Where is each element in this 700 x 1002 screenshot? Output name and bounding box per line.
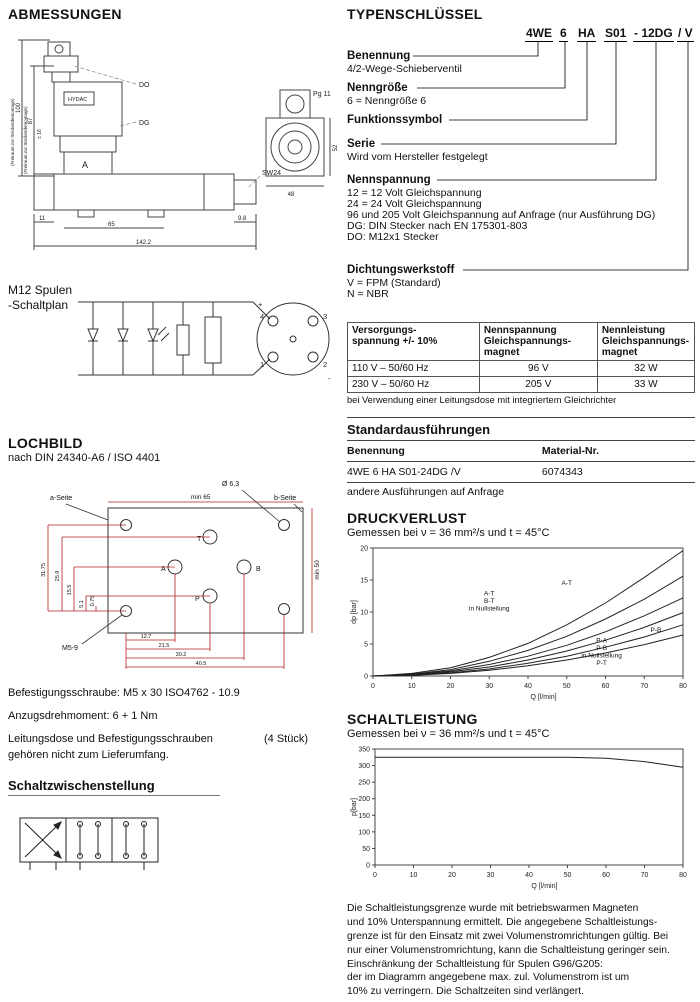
port-a-label: A [161, 566, 166, 573]
dichtungswerkstoff-label: Dichtungswerkstoff [347, 264, 455, 276]
valve-symbol [20, 818, 158, 870]
cell-power-33: 33 W [597, 377, 694, 393]
a-seite-label: a-Seite [50, 495, 73, 502]
schaltleistung-section [347, 711, 695, 894]
voltage-table-header-row [348, 323, 695, 361]
voltage-header-nominal: Nennspannung Gleichspannungs- magnet [479, 323, 597, 361]
svg-text:0: 0 [366, 862, 370, 870]
sw24-label: SW24 [262, 170, 282, 177]
cell-supply-110: 110 V – 50/60 Hz [348, 361, 480, 377]
cell-power-32: 32 W [597, 361, 694, 377]
b-seite-label: b-Seite [274, 495, 297, 502]
m12-label-line1: M12 Spulen [8, 283, 73, 297]
svg-text:150: 150 [358, 812, 370, 820]
divider [347, 461, 695, 462]
table-row [348, 377, 695, 393]
schaltleistung-title: SCHALTLEISTUNG [347, 711, 478, 727]
footer-line: der im Diagramm angegebene max. zul. Volumenstrom ist um [347, 972, 630, 984]
port-p-label: P [195, 596, 200, 603]
nennspannung-value-2: 24 = 24 Volt Gleichspannung [347, 198, 482, 210]
divider [347, 482, 695, 483]
svg-text:B-T: B-T [484, 597, 495, 605]
code-part-s01: S01 [605, 26, 627, 40]
dim-52: 52 [333, 144, 339, 152]
pin4-label: 4 [260, 312, 265, 321]
dim-5-1: 5.1 [79, 600, 85, 608]
svg-text:60: 60 [601, 683, 610, 690]
druckverlust-chart [347, 542, 693, 702]
svg-text:30: 30 [486, 872, 495, 879]
port-t-label: T [197, 536, 202, 543]
svg-text:A-T: A-T [484, 590, 495, 598]
valve-outline [18, 40, 330, 250]
min65-label: min 65 [191, 494, 211, 501]
m5-label: M5-9 [62, 645, 78, 652]
svg-text:P-B: P-B [596, 645, 608, 653]
divider [347, 440, 695, 441]
mounting-notes [8, 686, 342, 764]
pg11-label: Pg 11 [313, 91, 331, 98]
nenngroesse-value: 6 = Nenngröße 6 [347, 95, 427, 107]
scope-note-line1 [8, 732, 308, 748]
valve-labels [10, 82, 339, 246]
nennspannung-value-4: DG: DIN Stecker nach EN 175301-803 [347, 220, 528, 232]
svg-text:60: 60 [602, 872, 610, 879]
dim-65: 65 [108, 222, 115, 228]
dichtungswerkstoff-value-2: N = NBR [347, 288, 389, 300]
dim-9-8: 9.8 [238, 216, 247, 222]
standard-material-number: 6074343 [541, 466, 583, 478]
code-part-v: / V [678, 26, 693, 40]
svg-text:70: 70 [640, 683, 649, 690]
svg-text:0: 0 [364, 673, 368, 681]
cell-nominal-205: 205 V [479, 377, 597, 393]
svg-text:in Nullstellung: in Nullstellung [469, 605, 510, 613]
dim-21-5: 21.5 [158, 643, 170, 649]
svg-text:10: 10 [360, 609, 368, 617]
svg-text:5: 5 [364, 641, 368, 649]
nennspannung-value-5: DO: M12x1 Stecker [347, 231, 439, 243]
m12-label [8, 283, 72, 313]
serie-value: Wird vom Hersteller festgelegt [347, 151, 488, 163]
svg-text:350: 350 [358, 746, 370, 754]
standard-data-row [347, 465, 695, 479]
svg-text:P-T: P-T [596, 660, 607, 668]
min50-label: min 50 [314, 560, 321, 580]
nenngroesse-label: Nenngröße [347, 82, 408, 94]
plus-label: + [258, 300, 263, 309]
svg-text:20: 20 [360, 545, 368, 553]
standard-note: andere Ausführungen auf Anfrage [347, 486, 505, 498]
dimension-lines [48, 502, 312, 669]
torque-note: Anzugsdrehmoment: 6 + 1 Nm [8, 709, 158, 722]
voltage-header-power: Nennleistung Gleichspannungs- magnet [597, 323, 694, 361]
svg-text:p[bar]: p[bar] [351, 798, 358, 816]
svg-text:40: 40 [525, 872, 533, 879]
freiraum-note-1: (Freiraum zur Steckerdemontage) [10, 98, 15, 166]
serie-label: Serie [347, 138, 376, 150]
standard-col-benennung: Benennung [347, 445, 405, 457]
voltage-table [347, 322, 695, 393]
plate-outline [108, 508, 303, 633]
cell-nominal-96: 96 V [479, 361, 597, 377]
dim-25-9: 25.9 [55, 570, 61, 582]
circuit-components [88, 303, 329, 375]
svg-text:10: 10 [409, 872, 418, 879]
scope-note-text: Leitungsdose und Befestigungsschrauben [8, 732, 213, 745]
brand-label: HYDAC [68, 97, 88, 103]
cell-supply-230: 230 V – 50/60 Hz [348, 377, 480, 393]
standard-title: Standardausführungen [347, 422, 491, 437]
nennspannung-value-1: 12 = 12 Volt Gleichspannung [347, 187, 482, 199]
m12-circuit-section [8, 277, 342, 427]
circuit-wires [78, 302, 270, 375]
svg-text:200: 200 [358, 796, 370, 804]
svg-text:P-A: P-A [596, 637, 608, 645]
svg-text:15: 15 [360, 577, 368, 585]
footer-line: 10% zu verringern. Die Schaltzeiten sind verlängert. [347, 986, 584, 998]
pin1-label: 1 [260, 360, 265, 369]
dim-142-2: 142.2 [136, 240, 152, 246]
footer-line: nur einer Volumenstromrichtung, kann die Schaltleistung geringer sein. [347, 944, 670, 956]
nennspannung-label: Nennspannung [347, 174, 431, 186]
standard-versions-section [347, 417, 695, 498]
svg-text:300: 300 [358, 763, 370, 771]
dim-87: 87 [28, 117, 34, 125]
benennung-label: Benennung [347, 50, 411, 62]
svg-text:30: 30 [485, 683, 494, 690]
druckverlust-subtitle: Gemessen bei ν = 36 mm²/s und t = 45°C [347, 527, 550, 539]
left-column [8, 6, 342, 879]
benennung-value: 4/2-Wege-Schieberventil [347, 63, 462, 75]
svg-text:80: 80 [679, 872, 687, 879]
dichtungswerkstoff-value-1: V = FPM (Standard) [347, 277, 441, 289]
scope-note-qty: (4 Stück) [263, 732, 308, 745]
pin2-label: 2 [323, 360, 328, 369]
svg-text:P-B: P-B [650, 626, 662, 634]
lochbild-title: LOCHBILD [8, 435, 83, 451]
m12-label-line2: -Schaltplan [8, 298, 69, 312]
svg-text:Q [l/min]: Q [l/min] [531, 883, 558, 890]
footer-line: grenze ist für den Einsatz mit zwei Volumenstromrichtungen gültig. Bei [347, 930, 669, 942]
valve-dimension-drawing [8, 26, 340, 268]
standard-header-row [347, 444, 695, 458]
svg-text:40: 40 [524, 683, 532, 690]
voltage-header-supply: Versorgungs- spannung +/- 10% [348, 323, 480, 361]
pin3-label: 3 [323, 312, 328, 321]
dim-12-7: 12.7 [140, 634, 152, 640]
lochbild-labels [41, 481, 321, 667]
standard-col-materialnr: Material-Nr. [541, 445, 600, 457]
dg-label: DG [139, 120, 150, 127]
leader-lines [74, 66, 260, 188]
footer-paragraph [347, 902, 695, 999]
svg-text:100: 100 [358, 829, 370, 837]
svg-text:dp [bar]: dp [bar] [351, 600, 358, 624]
nennspannung-value-3: 96 und 205 Volt Gleichspannung auf Anfrage (nur Ausführung DG) [347, 209, 656, 221]
code-part-12dg: - 12DG [634, 26, 673, 40]
svg-text:0: 0 [373, 872, 377, 879]
svg-text:20: 20 [448, 872, 456, 879]
screw-note: Befestigungsschraube: M5 x 30 ISO4762 - 10.9 [8, 687, 240, 699]
code-part-ha: HA [578, 26, 596, 40]
code-part-6: 6 [560, 26, 567, 40]
abmessungen-title: ABMESSUNGEN [8, 6, 122, 22]
svg-text:10: 10 [407, 683, 416, 690]
svg-text:50: 50 [362, 845, 370, 853]
druckverlust-title: DRUCKVERLUST [347, 510, 467, 526]
right-column [347, 6, 695, 999]
druckverlust-section [347, 510, 695, 705]
svg-text:A-T: A-T [561, 580, 572, 588]
svg-text:50: 50 [562, 683, 571, 690]
lochbild-drawing [8, 468, 340, 673]
svg-text:in Nullstellung: in Nullstellung [581, 652, 622, 660]
a-side-label: A [82, 160, 89, 170]
table-row [348, 361, 695, 377]
svg-text:20: 20 [446, 683, 455, 690]
svg-text:50: 50 [563, 872, 572, 879]
svg-text:Q [l/min]: Q [l/min] [530, 694, 557, 701]
code-part-4we: 4WE [526, 26, 553, 40]
dim-30-2: 30.2 [175, 652, 187, 658]
schaltleistung-chart [347, 743, 693, 891]
schaltzwischenstellung-symbol [8, 804, 318, 876]
footer-line: und 10% Unterspannung ermittelt. Die angegebene Schaltleistungs- [347, 916, 658, 928]
svg-text:250: 250 [358, 779, 370, 787]
do-label: DO [139, 82, 150, 89]
dim-15-5: 15.5 [67, 584, 73, 596]
dim-0-75: 0.75 [90, 595, 96, 607]
minus-label: - [328, 374, 331, 383]
funktionssymbol-label: Funktionssymbol [347, 114, 443, 126]
lochbild-subtitle: nach DIN 24340-A6 / ISO 4401 [8, 452, 161, 464]
standard-model: 4WE 6 HA S01-24DG /V [347, 466, 461, 478]
freiraum-note-2: (Freiraum zur Steckerdemontage) [23, 106, 28, 174]
scope-note-line2: gehören nicht zum Lieferumfang. [8, 748, 169, 761]
typenschluessel-diagram [347, 26, 695, 310]
svg-text:0: 0 [371, 683, 375, 690]
dim-31-75: 31.75 [41, 563, 47, 577]
dim-48: 48 [287, 192, 295, 198]
dim-100: 100 [16, 102, 22, 114]
svg-text:80: 80 [679, 683, 687, 690]
svg-text:70: 70 [640, 872, 649, 879]
port-b-label: B [256, 566, 261, 573]
schaltleistung-subtitle: Gemessen bei ν = 36 mm²/s und t = 45°C [347, 728, 550, 740]
tolerance-label: ± 16 [37, 129, 43, 139]
dim-11: 11 [39, 216, 46, 222]
dim-40-5: 40.5 [195, 661, 207, 667]
footer-line: Einschränkung der Schaltleistung für Spulen G96/G205: [347, 958, 603, 970]
schaltzwischenstellung-title: Schaltzwischenstellung [8, 778, 220, 796]
voltage-table-note: bei Verwendung einer Leitungsdose mit integriertem Gleichrichter [347, 395, 617, 405]
footer-line: Die Schaltleistungsgrenze wurde mit betriebswarmen Magneten [347, 903, 639, 914]
typenschluessel-title: TYPENSCHLÜSSEL [347, 6, 483, 22]
hole-diameter-label: Ø 6,3 [222, 481, 240, 488]
